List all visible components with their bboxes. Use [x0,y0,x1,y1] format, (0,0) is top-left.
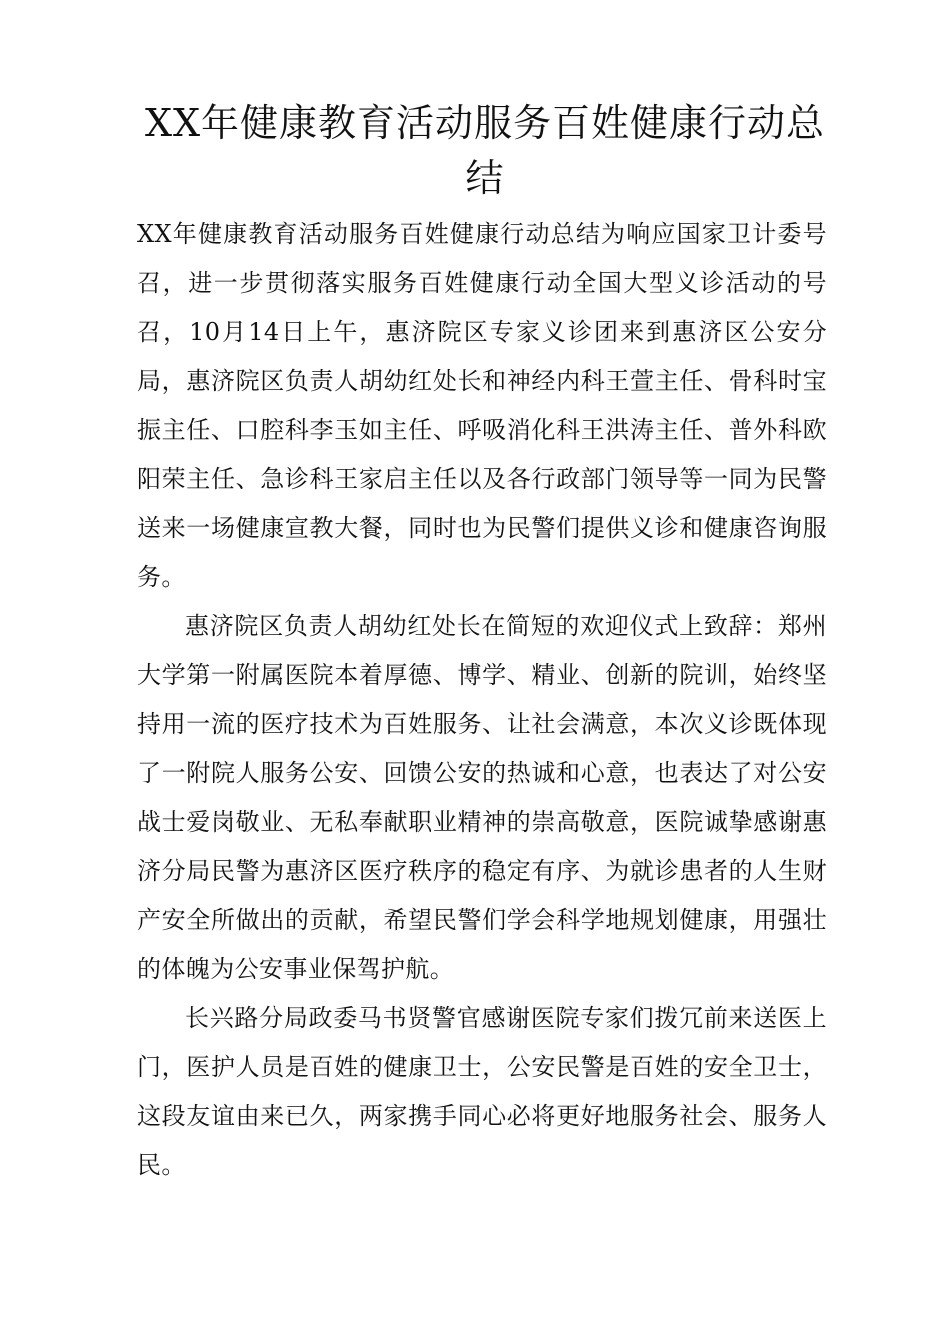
paragraph-police-thanks: 长兴路分局政委马书贤警官感谢医院专家们拨冗前来送医上门，医护人员是百姓的健康卫士，公安民警是百姓的安全卫士，这段友谊由来已久，两家携手同心必将更好地服务社会、服务人民。 [137,1004,827,1179]
document-title: XX年健康教育活动服务百姓健康行动总结 [144,101,826,200]
document-body [137,210,827,1190]
paragraph-intro: XX年健康教育活动服务百姓健康行动总结为响应国家卫计委号召，进一步贯彻落实服务百姓健康行动全国大型义诊活动的号召，10月14日上午，惠济院区专家义诊团来到惠济区公安分局，惠济院区负责人胡幼红处长和神经内科王萱主任、骨科时宝振主任、口腔科李玉如主任、呼吸消化科王洪涛主任、普外科欧阳荣主任、急诊科王家启主任以及各行政部门领导等一同为民警送来一场健康宣教大餐，同时也为民警们提供义诊和健康咨询服务。 [137,220,827,591]
paragraph-welcome-speech: 惠济院区负责人胡幼红处长在简短的欢迎仪式上致辞：郑州大学第一附属医院本着厚德、博学、精业、创新的院训，始终坚持用一流的医疗技术为百姓服务、让社会满意，本次义诊既体现了一附院人服务公安、回馈公安的热诚和心意，也表达了对公安战士爱岗敬业、无私奉献职业精神的崇高敬意，医院诚挚感谢惠济分局民警为惠济区医疗秩序的稳定有序、为就诊患者的人生财产安全所做出的贡献，希望民警们学会科学地规划健康，用强壮的体魄为公安事业保驾护航。 [137,612,827,983]
